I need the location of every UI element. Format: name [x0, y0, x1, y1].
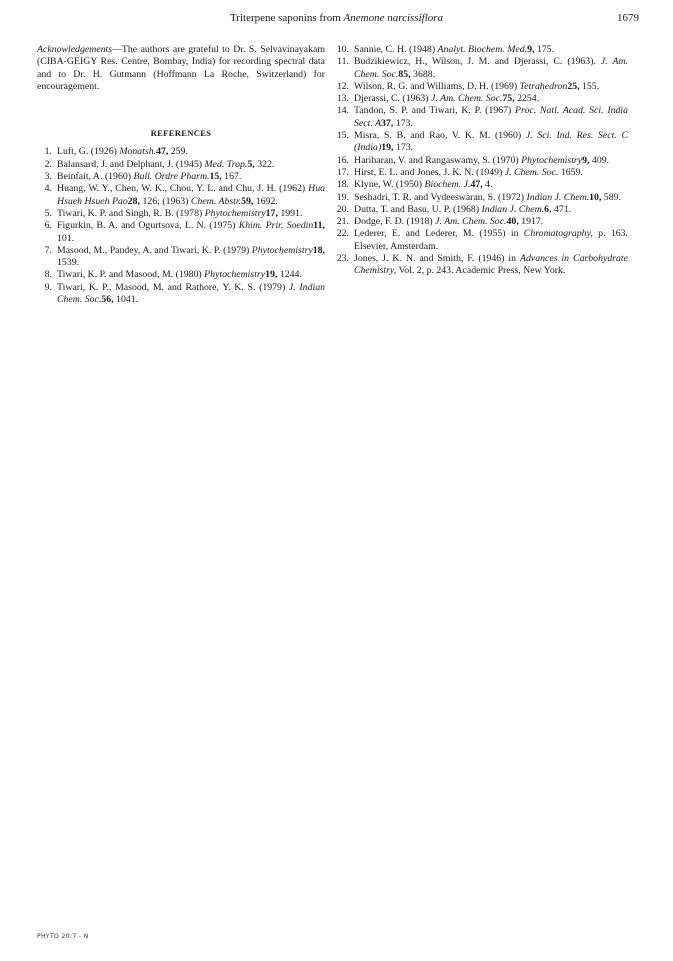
reference-journal: Indian J. Chem.	[481, 203, 545, 215]
reference-item	[37, 245, 325, 270]
reference-item	[334, 253, 628, 278]
reference-volume: 56,	[101, 294, 114, 306]
reference-journal: Med. Trop.	[204, 158, 248, 170]
reference-volume: 85,	[398, 68, 411, 80]
reference-number: 20.	[336, 203, 349, 215]
reference-item	[334, 44, 628, 56]
reference-authors: Misra, S. B. and Rao, V. K. M. (1960)	[354, 130, 526, 142]
reference-item	[37, 159, 325, 171]
reference-authors: Balansard, J. and Delphant, J. (1945)	[57, 158, 205, 170]
reference-volume: 19,	[381, 142, 394, 154]
reference-authors: Lederer, E. and Lederer, M. (1955) in	[354, 228, 524, 240]
reference-journal: Proc. Natl. Acad. Sci. India Sect. A	[354, 105, 628, 129]
reference-volume: 75,	[502, 93, 515, 105]
reference-authors: Figurkin, B. A. and Ogurtsova, L. N. (1975)	[57, 220, 239, 232]
reference-journal: Tetrahedron	[519, 80, 568, 92]
reference-authors: Tiwari, K. P. and Masood, M. (1980)	[57, 269, 205, 281]
reference-authors: Tandon, S. P. and Tiwari, K. P. (1967)	[354, 105, 516, 117]
reference-rest: 589.	[601, 191, 621, 203]
reference-number: 8.	[44, 269, 52, 281]
reference-volume: 10,	[589, 191, 602, 203]
reference-item	[334, 179, 628, 191]
reference-authors: Budzikiewicz, H., Wilson, J. M. and Djerassi, C. (1963).	[354, 56, 601, 68]
reference-number: 10.	[336, 44, 349, 55]
reference-journal: Khim. Prir. Soedin	[238, 220, 314, 232]
reference-rest: p. 163. Elsevier, Amsterdam.	[354, 228, 628, 252]
reference-authors: Huang, W. Y., Chen, W. K., Chou, Y. L. and Chu, J. H. (1962)	[57, 183, 309, 195]
reference-authors: Sannie, C. H. (1948)	[354, 44, 438, 55]
reference-journal: Phytochemistry	[204, 207, 266, 219]
reference-number: 2.	[44, 158, 52, 170]
running-title	[0, 12, 673, 24]
reference-authors: Djerassi, C. (1963)	[354, 93, 432, 105]
reference-authors: Hirst, E. L. and Jones, J. K. N. (1949)	[354, 166, 505, 178]
reference-rest: Vol. 2, p. 243. Academic Press, New York.	[396, 265, 566, 277]
running-title-text: Triterpene saponins from	[229, 12, 344, 24]
reference-rest: 471.	[551, 203, 572, 215]
reference-number: 11.	[337, 56, 349, 68]
reference-volume: 11,	[313, 220, 325, 232]
reference-rest: 1041.	[113, 294, 139, 306]
reference-volume: 19,	[265, 269, 278, 281]
reference-item	[334, 56, 628, 81]
reference-rest: 1991.	[277, 207, 303, 219]
reference-journal: J. Am. Chem. Soc.	[435, 216, 507, 228]
reference-number: 21.	[336, 216, 349, 228]
reference-journal: Phytochemistry	[204, 269, 266, 281]
reference-journal-2: Chem. Abstr.	[190, 195, 242, 207]
reference-volume: 28,	[127, 195, 140, 207]
reference-volume: 47,	[156, 146, 169, 158]
reference-rest: 3688.	[410, 68, 436, 80]
reference-authors: Beinfait, A. (1960)	[57, 171, 134, 183]
reference-journal: Indian J. Chem.	[526, 191, 590, 203]
reference-number: 12.	[336, 80, 349, 92]
reference-volume: 47,	[470, 179, 483, 191]
references-list-left	[37, 146, 325, 306]
reference-rest: 1659.	[558, 166, 583, 178]
reference-rest: 173.	[393, 117, 413, 129]
reference-item	[334, 216, 628, 228]
reference-journal: Phytochemistry	[521, 154, 583, 166]
reference-journal: J. Am. Chem. Soc.	[354, 56, 628, 80]
reference-number: 17.	[336, 166, 349, 178]
reference-item	[334, 155, 628, 167]
left-column	[37, 44, 325, 306]
running-header	[0, 12, 673, 26]
reference-number: 6.	[44, 220, 52, 232]
reference-number: 15.	[336, 130, 349, 142]
reference-item	[37, 183, 325, 208]
footer-code: PHYTO 20:7 - N	[37, 933, 89, 940]
reference-volume: 9,	[527, 44, 535, 55]
reference-number: 18.	[336, 179, 349, 191]
reference-rest: 126; (1963)	[140, 195, 191, 207]
acknowledgements	[37, 44, 325, 93]
reference-number: 13.	[336, 93, 349, 105]
reference-number: 14.	[336, 105, 349, 117]
reference-rest: 1539.	[57, 257, 80, 269]
reference-authors: Hariharan, V. and Rangaswamy, S. (1970)	[354, 154, 522, 166]
reference-authors: Seshadri, T. R. and Vydeeswaran, S. (1972)	[354, 191, 527, 203]
reference-authors: Jones, J. K. N. and Smith, F. (1946) in	[354, 253, 520, 265]
reference-rest: 101.	[57, 232, 75, 244]
reference-item	[334, 130, 628, 155]
reference-journal: J. Indian Chem. Soc.	[57, 281, 325, 306]
reference-rest: 1244.	[277, 269, 302, 281]
reference-item	[334, 93, 628, 105]
acknowledgements-text: —The authors are grateful to Dr. S. Selvavinayakam (CIBA-GEIGY Res. Centre, Bombay, India) for recording spectral data and to Dr. H. Gutmann (Hoffmann La Roche, Switzerland) for encouragement.	[37, 44, 325, 92]
reference-authors: Klyne, W. (1950)	[354, 179, 425, 191]
references-list-right	[334, 44, 628, 278]
reference-volume: 18,	[312, 244, 325, 256]
reference-item	[334, 192, 628, 204]
reference-journal: Hua Hsueh Hsueh Pao	[57, 183, 325, 207]
reference-number: 3.	[44, 171, 52, 183]
reference-volume: 25,	[567, 80, 580, 92]
reference-number: 19.	[336, 191, 349, 203]
reference-item	[37, 282, 325, 307]
right-column	[334, 44, 628, 278]
reference-number: 7.	[44, 244, 52, 256]
reference-number: 16.	[336, 154, 349, 166]
reference-rest: 409.	[589, 154, 610, 166]
reference-number: 22.	[336, 228, 349, 240]
reference-volume: 5,	[247, 158, 255, 170]
reference-journal: J. Chem. Soc.	[504, 166, 559, 178]
acknowledgements-lead: Acknowledgements	[37, 44, 113, 55]
reference-item	[37, 220, 325, 245]
reference-journal: Bull. Ordre Pharm.	[133, 171, 210, 183]
reference-volume-2: 59,	[241, 195, 254, 207]
reference-item	[334, 167, 628, 179]
reference-number: 9.	[44, 281, 52, 293]
reference-authors: Dodge, F. D. (1918)	[354, 216, 436, 228]
reference-rest-2: 1692.	[253, 195, 278, 207]
reference-item	[334, 204, 628, 216]
reference-rest: 2254.	[514, 93, 540, 105]
reference-journal: J. Sci. Ind. Res. Sect. C (India)	[354, 130, 628, 154]
reference-volume: 15,	[209, 171, 222, 183]
reference-authors: Dutta, T. and Basu, U. P. (1968)	[354, 203, 482, 215]
reference-volume: 40,	[506, 216, 519, 228]
reference-authors: Tiwari, K. P., Masood, M. and Rathore, Y. K. S. (1979)	[57, 281, 289, 293]
reference-journal: J. Am. Chem. Soc.	[431, 93, 503, 105]
reference-number: 1.	[44, 146, 52, 158]
reference-item	[334, 228, 628, 253]
reference-rest: 259.	[168, 146, 188, 158]
reference-number: 5.	[44, 207, 52, 219]
reference-number: 4.	[44, 183, 52, 195]
reference-authors: Tiwari, K. P. and Singh, R. B. (1978)	[57, 207, 205, 219]
reference-volume: 9,	[582, 154, 590, 166]
reference-item	[37, 171, 325, 183]
reference-journal: Monatsh.	[119, 146, 157, 158]
reference-journal: Advances in Carbohydrate Chemistry,	[354, 253, 628, 277]
reference-item	[334, 105, 628, 130]
reference-rest: 1917.	[518, 216, 544, 228]
reference-authors: Luft, G. (1926)	[57, 146, 120, 158]
reference-rest: 155.	[579, 80, 600, 92]
reference-journal: Chromatography,	[523, 228, 593, 240]
reference-rest: 167.	[221, 171, 242, 183]
page-number: 1679	[617, 12, 639, 24]
reference-authors: Wilson, R. G. and Williams, D. H. (1969)	[354, 80, 520, 92]
reference-journal: Analyt. Biochem. Med.	[437, 44, 528, 55]
reference-volume: 17,	[265, 207, 278, 219]
reference-item	[37, 146, 325, 158]
reference-rest: 322.	[254, 158, 275, 170]
running-title-species: Anemone narcissiflora	[343, 12, 444, 24]
reference-volume: 6,	[544, 203, 552, 215]
reference-rest: 175.	[534, 44, 555, 55]
reference-item	[334, 81, 628, 93]
reference-volume: 37,	[381, 117, 394, 129]
reference-number: 23.	[336, 253, 349, 265]
reference-journal: Biochem. J.	[424, 179, 471, 191]
reference-rest: 173.	[393, 142, 414, 154]
reference-authors: Masood, M., Pandey, A. and Tiwari, K. P. (1979)	[57, 244, 252, 256]
reference-item	[37, 208, 325, 220]
reference-rest: 4.	[482, 179, 493, 191]
references-heading: REFERENCES	[150, 128, 212, 139]
reference-item	[37, 269, 325, 281]
reference-journal: Phytochemistry	[251, 244, 313, 256]
